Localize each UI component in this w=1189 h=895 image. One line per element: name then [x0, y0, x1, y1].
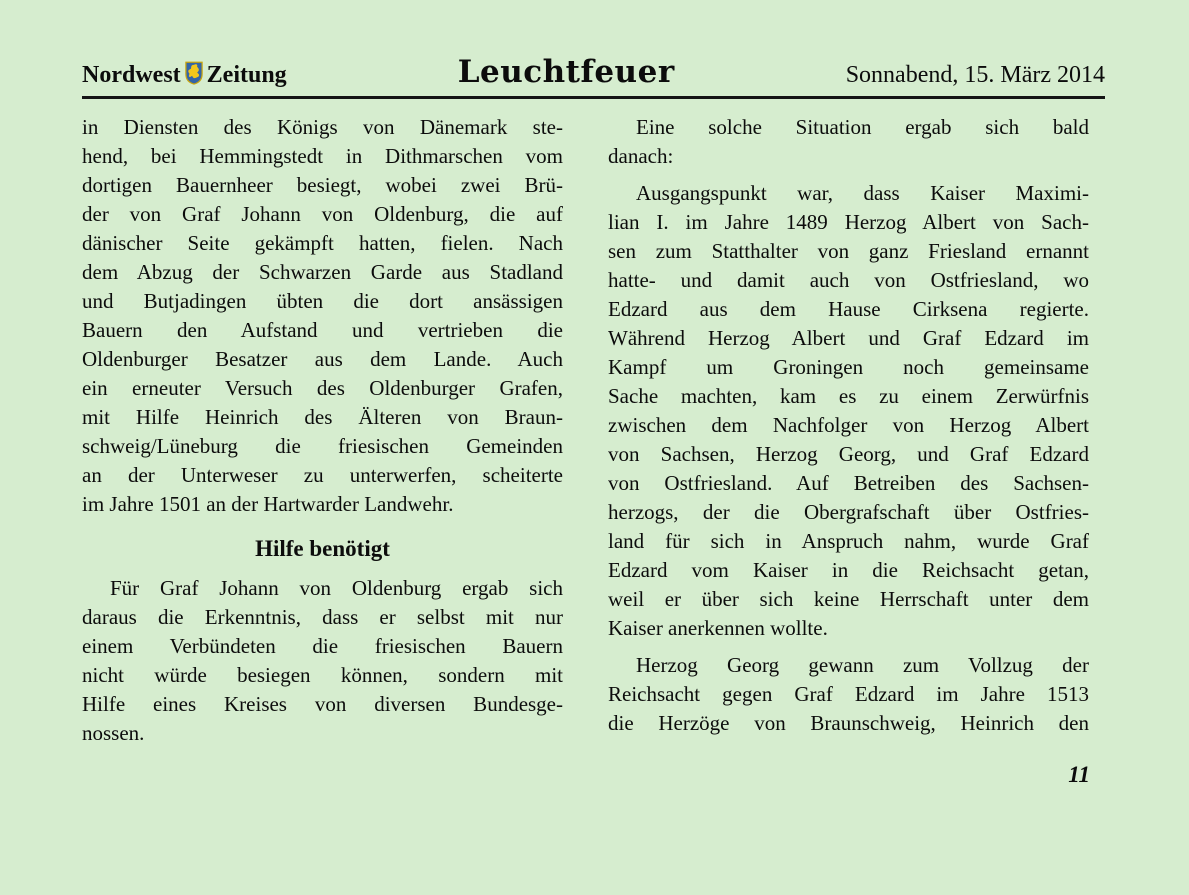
text-line: Reichsacht gegen Graf Edzard im Jahre 1513 [608, 682, 1089, 706]
paragraph [608, 179, 1089, 643]
text-line: und Butjadingen übten die dort ansässigen [82, 289, 563, 313]
left-column [82, 113, 563, 748]
text-line: sen zum Statthalter von ganz Friesland ernannt [608, 239, 1089, 263]
text-line: Oldenburger Besatzer aus dem Lande. Auch [82, 347, 563, 371]
text-line: Bauern den Aufstand und vertrieben die [82, 318, 563, 342]
text-line: schweig/Lüneburg die friesischen Gemeinden [82, 434, 563, 458]
paragraph [608, 113, 1089, 171]
page-footer [0, 762, 1189, 788]
text-line: Sache machten, kam es zu einem Zerwürfnis [608, 384, 1089, 408]
text-line: Edzard vom Kaiser in die Reichsacht getan, [608, 558, 1089, 582]
text-line: Herzog Georg gewann zum Vollzug der [636, 653, 1089, 677]
text-line: weil er über sich keine Herrschaft unter dem [608, 587, 1089, 611]
section-title: Leuchtfeuer [457, 54, 675, 90]
text-line: mit Hilfe Heinrich des Älteren von Braun- [82, 405, 563, 429]
section-heading: Hilfe benötigt [255, 536, 390, 561]
newspaper-title [82, 58, 287, 89]
paragraph [82, 113, 563, 519]
text-line: hend, bei Hemmingstedt in Dithmarschen vom [82, 144, 563, 168]
text-line: nicht würde besiegen können, sondern mit [82, 663, 563, 687]
text-line: Kampf um Groningen noch gemeinsame [608, 355, 1089, 379]
text-line: an der Unterweser zu unterwerfen, scheiterte [82, 463, 563, 487]
newspaper-title-part2: Zeitung [206, 62, 287, 88]
text-line: dem Abzug der Schwarzen Garde aus Stadland [82, 260, 563, 284]
paragraph [82, 574, 563, 748]
right-column [608, 113, 1089, 748]
newspaper-title-part1: Nordwest [82, 62, 181, 88]
text-line: der von Graf Johann von Oldenburg, die auf [82, 202, 563, 226]
article-body [0, 99, 1189, 748]
text-line: zwischen dem Nachfolger von Herzog Albert [608, 413, 1089, 437]
text-line: nossen. [82, 721, 145, 745]
text-line: Kaiser anerkennen wollte. [608, 616, 828, 640]
text-line: Hilfe eines Kreises von diversen Bundesge- [82, 692, 563, 716]
text-line: hatte- und damit auch von Ostfriesland, wo [608, 268, 1089, 292]
text-line: Eine solche Situation ergab sich bald [636, 115, 1089, 139]
text-line: im Jahre 1501 an der Hartwarder Landwehr. [82, 492, 454, 516]
text-line: einem Verbündeten die friesischen Bauern [82, 634, 563, 658]
text-line: von Sachsen, Herzog Georg, und Graf Edzard [608, 442, 1089, 466]
text-line: herzogs, der die Obergrafschaft über Ostfries- [608, 500, 1089, 524]
text-line: Für Graf Johann von Oldenburg ergab sich [110, 576, 563, 600]
text-line: dänischer Seite gekämpft hatten, fielen. Nach [82, 231, 563, 255]
text-line: daraus die Erkenntnis, dass er selbst mit nur [82, 605, 563, 629]
text-line: Während Herzog Albert und Graf Edzard im [608, 326, 1089, 350]
page-number: 11 [1068, 762, 1090, 787]
text-line: danach: [608, 144, 674, 168]
paragraph [608, 651, 1089, 738]
text-line: in Diensten des Königs von Dänemark ste- [82, 115, 563, 139]
text-line: dortigen Bauernheer besiegt, wobei zwei Brü- [82, 173, 563, 197]
issue-date: Sonnabend, 15. März 2014 [845, 62, 1105, 88]
text-line: lian I. im Jahre 1489 Herzog Albert von Sach- [608, 210, 1089, 234]
text-line: ein erneuter Versuch des Oldenburger Grafen, [82, 376, 563, 400]
text-line: land für sich in Anspruch nahm, wurde Graf [608, 529, 1089, 553]
masthead [82, 54, 1105, 99]
text-line: Edzard aus dem Hause Cirksena regierte. [608, 297, 1089, 321]
text-line: Ausgangspunkt war, dass Kaiser Maximi- [636, 181, 1089, 205]
newspaper-page [0, 54, 1189, 895]
text-line: die Herzöge von Braunschweig, Heinrich den [608, 711, 1089, 735]
oldenburg-crest-icon [185, 61, 203, 92]
text-line: von Ostfriesland. Auf Betreiben des Sachsen- [608, 471, 1089, 495]
